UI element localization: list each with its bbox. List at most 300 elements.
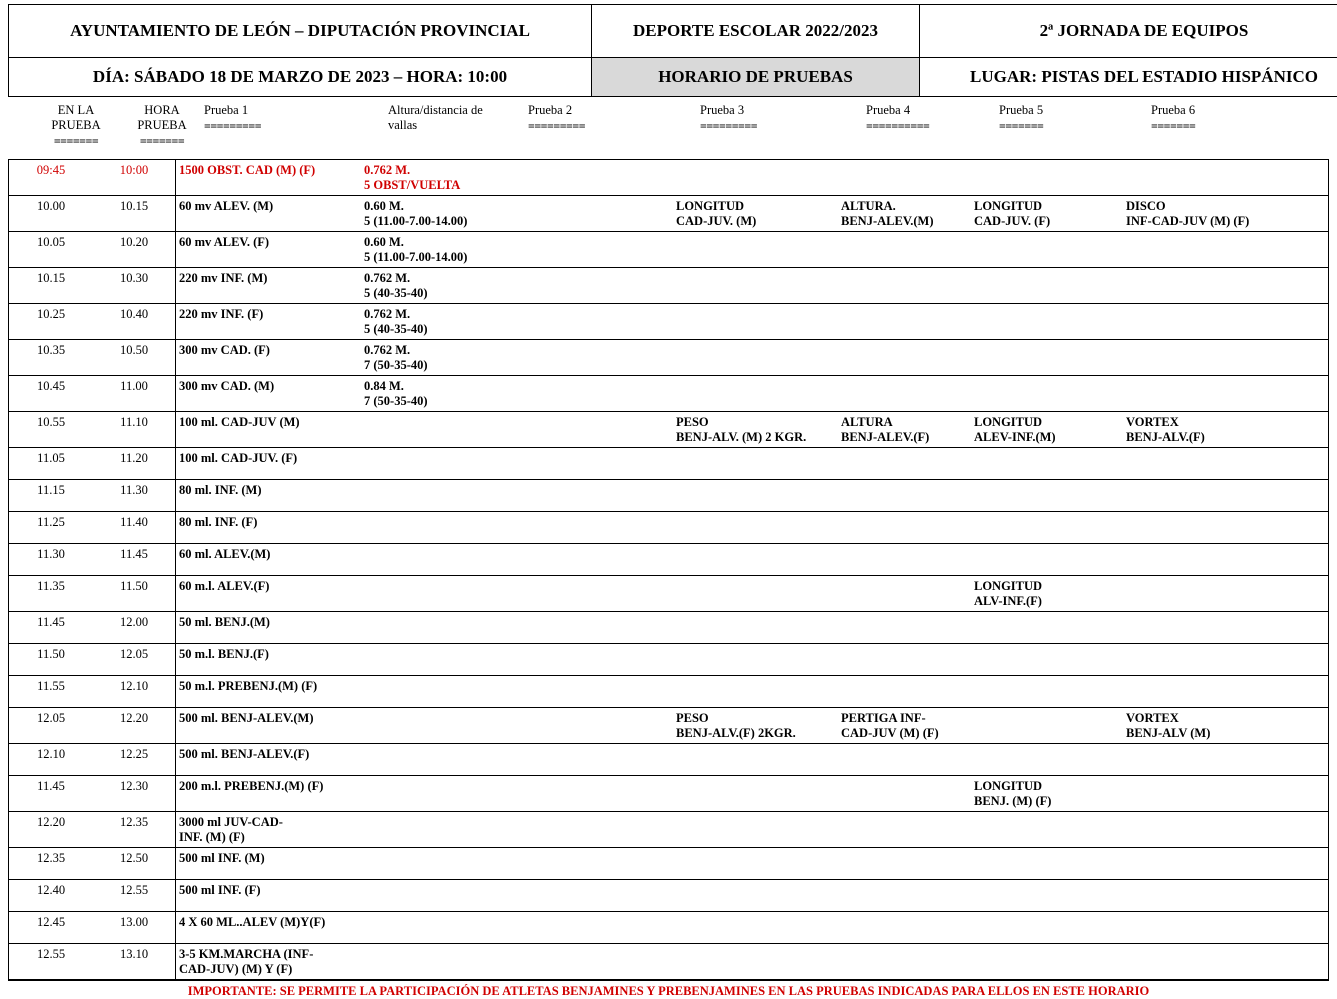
cell-prueba-2 <box>500 544 672 549</box>
cell-en-la-prueba-main: 11.15 <box>13 483 89 498</box>
cell-en-la-prueba <box>9 676 93 696</box>
cell-en-la-prueba <box>9 160 93 180</box>
cell-hora-prueba-main: 13.00 <box>97 915 171 930</box>
cell-prueba-6-sub: INF-CAD-JUV (M) (F) <box>1126 214 1324 229</box>
cell-en-la-prueba-main: 10.55 <box>13 415 89 430</box>
column-header-prueba-5: Prueba 5 ======= <box>999 103 1151 133</box>
cell-prueba-5-main: LONGITUD <box>974 199 1118 214</box>
cell-prueba-1-main: 500 ml INF. (F) <box>179 883 356 898</box>
cell-prueba-6 <box>1122 232 1328 237</box>
cell-prueba-4-sub: CAD-JUV (M) (F) <box>841 726 966 741</box>
cell-prueba-1 <box>175 340 360 360</box>
cell-prueba-1-main: 60 ml. ALEV.(M) <box>179 547 356 562</box>
cell-prueba-5 <box>970 512 1122 517</box>
cell-hora-prueba-main: 12.50 <box>97 851 171 866</box>
table-row <box>9 340 1328 376</box>
column-header-prueba-4: Prueba 4 ========== <box>866 103 999 133</box>
cell-vallas <box>360 676 500 681</box>
cell-prueba-1-main: 300 mv CAD. (M) <box>179 379 356 394</box>
cell-en-la-prueba-main: 09:45 <box>13 163 89 178</box>
cell-vallas <box>360 512 500 517</box>
table-row <box>9 412 1328 448</box>
cell-prueba-2 <box>500 412 672 417</box>
cell-hora-prueba <box>93 744 175 764</box>
cell-prueba-4-main: ALTURA <box>841 415 966 430</box>
cell-prueba-6 <box>1122 576 1328 581</box>
cell-vallas-main: 0.60 M. <box>364 199 496 214</box>
column-header-prueba-2: Prueba 2 ========= <box>528 103 700 133</box>
cell-prueba-5-sub: CAD-JUV. (F) <box>974 214 1118 229</box>
cell-prueba-1 <box>175 776 360 796</box>
cell-hora-prueba <box>93 676 175 696</box>
cell-prueba-3 <box>672 880 837 885</box>
cell-hora-prueba-main: 11.00 <box>97 379 171 394</box>
cell-prueba-5-sub: ALEV-INF.(M) <box>974 430 1118 445</box>
table-row <box>9 744 1328 776</box>
cell-prueba-2 <box>500 512 672 517</box>
cell-prueba-4 <box>837 160 970 165</box>
cell-prueba-1 <box>175 412 360 432</box>
cell-prueba-3-main: LONGITUD <box>676 199 833 214</box>
table-row <box>9 708 1328 744</box>
cell-prueba-5 <box>970 448 1122 453</box>
cell-prueba-1-main: 100 ml. CAD-JUV. (F) <box>179 451 356 466</box>
cell-hora-prueba-main: 10.50 <box>97 343 171 358</box>
cell-vallas-sub: 7 (50-35-40) <box>364 394 496 409</box>
cell-hora-prueba <box>93 708 175 728</box>
cell-prueba-2 <box>500 812 672 817</box>
cell-prueba-4 <box>837 744 970 749</box>
cell-prueba-1 <box>175 232 360 252</box>
cell-en-la-prueba <box>9 480 93 500</box>
cell-en-la-prueba <box>9 744 93 764</box>
cell-prueba-5 <box>970 340 1122 345</box>
cell-prueba-2 <box>500 196 672 201</box>
cell-prueba-4 <box>837 708 970 743</box>
cell-prueba-3-main: PESO <box>676 415 833 430</box>
cell-vallas-sub: 5 (11.00-7.00-14.00) <box>364 214 496 229</box>
cell-prueba-4 <box>837 448 970 453</box>
cell-en-la-prueba-main: 12.40 <box>13 883 89 898</box>
cell-en-la-prueba-main: 10.00 <box>13 199 89 214</box>
cell-vallas <box>360 880 500 885</box>
cell-prueba-6 <box>1122 776 1328 781</box>
cell-prueba-6-sub: BENJ-ALV.(F) <box>1126 430 1324 445</box>
cell-prueba-4 <box>837 912 970 917</box>
cell-prueba-1 <box>175 644 360 664</box>
cell-prueba-3 <box>672 448 837 453</box>
table-row <box>9 912 1328 944</box>
cell-prueba-6 <box>1122 912 1328 917</box>
cell-hora-prueba <box>93 944 175 964</box>
cell-en-la-prueba-main: 11.55 <box>13 679 89 694</box>
cell-prueba-3 <box>672 480 837 485</box>
cell-vallas <box>360 576 500 581</box>
cell-en-la-prueba <box>9 412 93 432</box>
cell-prueba-5-sub: ALV-INF.(F) <box>974 594 1118 609</box>
cell-prueba-1-main: 1500 OBST. CAD (M) (F) <box>179 163 356 178</box>
cell-vallas <box>360 304 500 339</box>
cell-vallas-main: 0.762 M. <box>364 163 496 178</box>
cell-en-la-prueba-main: 10.25 <box>13 307 89 322</box>
cell-prueba-1 <box>175 448 360 468</box>
cell-prueba-1 <box>175 676 360 696</box>
cell-en-la-prueba <box>9 576 93 596</box>
cell-prueba-5 <box>970 480 1122 485</box>
cell-prueba-6 <box>1122 340 1328 345</box>
cell-prueba-4 <box>837 612 970 617</box>
cell-hora-prueba-main: 10.15 <box>97 199 171 214</box>
cell-prueba-1-main: 3-5 KM.MARCHA (INF- <box>179 947 356 962</box>
cell-vallas <box>360 848 500 853</box>
column-divider <box>175 160 176 980</box>
cell-hora-prueba <box>93 576 175 596</box>
date-time-label: DÍA: SÁBADO 18 DE MARZO DE 2023 – HORA: 10:00 <box>9 58 592 97</box>
cell-en-la-prueba <box>9 776 93 796</box>
cell-vallas <box>360 544 500 549</box>
cell-prueba-3-sub: BENJ-ALV. (M) 2 KGR. <box>676 430 833 445</box>
cell-prueba-1-main: 220 mv INF. (F) <box>179 307 356 322</box>
cell-hora-prueba-main: 10.30 <box>97 271 171 286</box>
cell-prueba-1-main: 100 ml. CAD-JUV (M) <box>179 415 356 430</box>
table-row <box>9 612 1328 644</box>
cell-prueba-1-main: 4 X 60 ML..ALEV (M)Y(F) <box>179 915 356 930</box>
cell-prueba-1 <box>175 912 360 932</box>
cell-prueba-2 <box>500 912 672 917</box>
cell-prueba-6 <box>1122 412 1328 447</box>
cell-prueba-6 <box>1122 448 1328 453</box>
cell-en-la-prueba-main: 12.20 <box>13 815 89 830</box>
cell-en-la-prueba <box>9 912 93 932</box>
cell-en-la-prueba-main: 10.35 <box>13 343 89 358</box>
cell-prueba-2 <box>500 448 672 453</box>
cell-prueba-1-main: 3000 ml JUV-CAD- <box>179 815 356 830</box>
cell-en-la-prueba <box>9 232 93 252</box>
column-header-prueba-3: Prueba 3 ========= <box>700 103 865 133</box>
cell-hora-prueba <box>93 848 175 868</box>
cell-en-la-prueba-main: 10.05 <box>13 235 89 250</box>
cell-prueba-2 <box>500 160 672 165</box>
column-header-vallas: Altura/distancia de vallas <box>388 103 528 133</box>
cell-vallas <box>360 232 500 267</box>
cell-en-la-prueba <box>9 812 93 832</box>
cell-prueba-2 <box>500 644 672 649</box>
cell-hora-prueba-main: 10:00 <box>97 163 171 178</box>
schedule-label: HORARIO DE PRUEBAS <box>592 58 920 97</box>
cell-prueba-1-main: 300 mv CAD. (F) <box>179 343 356 358</box>
cell-hora-prueba-main: 12.55 <box>97 883 171 898</box>
cell-prueba-1 <box>175 744 360 764</box>
cell-hora-prueba <box>93 160 175 180</box>
cell-prueba-5 <box>970 412 1122 447</box>
cell-prueba-6 <box>1122 812 1328 817</box>
cell-prueba-2 <box>500 340 672 345</box>
table-row <box>9 448 1328 480</box>
cell-prueba-3-main: PESO <box>676 711 833 726</box>
cell-vallas <box>360 644 500 649</box>
cell-vallas <box>360 268 500 303</box>
cell-prueba-5 <box>970 912 1122 917</box>
cell-prueba-4 <box>837 304 970 309</box>
cell-prueba-4 <box>837 412 970 447</box>
cell-prueba-1-main: 500 ml INF. (M) <box>179 851 356 866</box>
table-row <box>9 480 1328 512</box>
cell-en-la-prueba <box>9 304 93 324</box>
table-row <box>9 376 1328 412</box>
cell-hora-prueba-main: 13.10 <box>97 947 171 962</box>
cell-prueba-2 <box>500 744 672 749</box>
cell-prueba-4 <box>837 544 970 549</box>
cell-prueba-1 <box>175 512 360 532</box>
cell-en-la-prueba <box>9 880 93 900</box>
cell-prueba-6 <box>1122 676 1328 681</box>
cell-hora-prueba-main: 11.10 <box>97 415 171 430</box>
cell-vallas <box>360 912 500 917</box>
cell-prueba-3 <box>672 268 837 273</box>
cell-prueba-1 <box>175 708 360 728</box>
cell-hora-prueba <box>93 268 175 288</box>
cell-en-la-prueba-main: 12.45 <box>13 915 89 930</box>
cell-prueba-4-sub: BENJ-ALEV.(F) <box>841 430 966 445</box>
cell-vallas-main: 0.762 M. <box>364 271 496 286</box>
jornada-title: 2ª JORNADA DE EQUIPOS <box>920 5 1337 58</box>
cell-hora-prueba <box>93 340 175 360</box>
column-headers <box>8 103 1329 159</box>
cell-prueba-6 <box>1122 480 1328 485</box>
footer-note: IMPORTANTE: SE PERMITE LA PARTICIPACIÓN DE ATLETAS BENJAMINES Y PREBENJAMINES EN LAS PRUEBAS INDICADAS PARA ELLOS EN ESTE HORARIO <box>8 980 1329 999</box>
cell-vallas <box>360 744 500 749</box>
cell-prueba-6 <box>1122 160 1328 165</box>
column-header-en-la-prueba: EN LA PRUEBA ======= <box>34 103 118 148</box>
cell-prueba-1 <box>175 196 360 216</box>
cell-prueba-5 <box>970 880 1122 885</box>
table-row <box>9 676 1328 708</box>
cell-hora-prueba-main: 12.30 <box>97 779 171 794</box>
cell-prueba-4 <box>837 340 970 345</box>
cell-prueba-3 <box>672 304 837 309</box>
cell-en-la-prueba <box>9 708 93 728</box>
cell-prueba-2 <box>500 304 672 309</box>
cell-hora-prueba-main: 10.20 <box>97 235 171 250</box>
cell-hora-prueba <box>93 376 175 396</box>
cell-prueba-1-main: 50 ml. BENJ.(M) <box>179 615 356 630</box>
cell-prueba-1-main: 60 m.l. ALEV.(F) <box>179 579 356 594</box>
cell-prueba-1 <box>175 304 360 324</box>
cell-prueba-1-sub: INF. (M) (F) <box>179 830 356 845</box>
cell-hora-prueba-main: 11.30 <box>97 483 171 498</box>
cell-prueba-6 <box>1122 612 1328 617</box>
cell-hora-prueba-main: 12.05 <box>97 647 171 662</box>
cell-prueba-4-sub: BENJ-ALEV.(M) <box>841 214 966 229</box>
event-title: DEPORTE ESCOLAR 2022/2023 <box>592 5 920 58</box>
column-header-prueba-1: Prueba 1 ========= <box>204 103 384 133</box>
cell-prueba-1-main: 500 ml. BENJ-ALEV.(F) <box>179 747 356 762</box>
cell-en-la-prueba-main: 12.05 <box>13 711 89 726</box>
cell-en-la-prueba <box>9 544 93 564</box>
cell-hora-prueba <box>93 448 175 468</box>
cell-en-la-prueba <box>9 644 93 664</box>
cell-prueba-1 <box>175 944 360 979</box>
cell-prueba-5-main: LONGITUD <box>974 579 1118 594</box>
cell-hora-prueba-main: 12.20 <box>97 711 171 726</box>
cell-prueba-5 <box>970 376 1122 381</box>
cell-en-la-prueba <box>9 944 93 964</box>
cell-prueba-4 <box>837 268 970 273</box>
cell-en-la-prueba-main: 11.50 <box>13 647 89 662</box>
cell-vallas-sub: 5 (40-35-40) <box>364 286 496 301</box>
cell-vallas-main: 0.762 M. <box>364 343 496 358</box>
cell-prueba-4 <box>837 812 970 817</box>
cell-prueba-5 <box>970 160 1122 165</box>
cell-prueba-4 <box>837 848 970 853</box>
cell-prueba-3-sub: BENJ-ALV.(F) 2KGR. <box>676 726 833 741</box>
cell-en-la-prueba-main: 11.30 <box>13 547 89 562</box>
cell-prueba-6 <box>1122 708 1328 743</box>
cell-hora-prueba-main: 12.00 <box>97 615 171 630</box>
table-row <box>9 880 1328 912</box>
cell-hora-prueba-main: 11.40 <box>97 515 171 530</box>
cell-hora-prueba-main: 11.50 <box>97 579 171 594</box>
cell-prueba-2 <box>500 612 672 617</box>
cell-vallas <box>360 776 500 781</box>
table-row <box>9 196 1328 232</box>
cell-prueba-4 <box>837 376 970 381</box>
cell-prueba-3 <box>672 412 837 447</box>
cell-vallas <box>360 612 500 617</box>
cell-prueba-3 <box>672 644 837 649</box>
table-row <box>9 812 1328 848</box>
cell-prueba-5 <box>970 644 1122 649</box>
cell-prueba-2 <box>500 880 672 885</box>
table-row <box>9 644 1328 676</box>
cell-prueba-6-sub: BENJ-ALV (M) <box>1126 726 1324 741</box>
cell-prueba-6-main: VORTEX <box>1126 415 1324 430</box>
cell-prueba-4 <box>837 880 970 885</box>
cell-prueba-5 <box>970 708 1122 713</box>
cell-hora-prueba <box>93 412 175 432</box>
cell-prueba-1 <box>175 480 360 500</box>
cell-prueba-3 <box>672 512 837 517</box>
cell-prueba-6 <box>1122 268 1328 273</box>
cell-prueba-2 <box>500 576 672 581</box>
cell-prueba-1 <box>175 544 360 564</box>
cell-prueba-3 <box>672 232 837 237</box>
cell-hora-prueba-main: 12.35 <box>97 815 171 830</box>
cell-prueba-1-main: 50 m.l. PREBENJ.(M) (F) <box>179 679 356 694</box>
cell-en-la-prueba-main: 11.35 <box>13 579 89 594</box>
cell-prueba-4 <box>837 232 970 237</box>
cell-prueba-3 <box>672 708 837 743</box>
cell-en-la-prueba <box>9 612 93 632</box>
cell-prueba-3 <box>672 376 837 381</box>
cell-prueba-4 <box>837 196 970 231</box>
cell-prueba-1 <box>175 812 360 847</box>
cell-vallas <box>360 708 500 713</box>
cell-prueba-6 <box>1122 376 1328 381</box>
cell-prueba-6-main: DISCO <box>1126 199 1324 214</box>
cell-prueba-5 <box>970 576 1122 611</box>
cell-prueba-3 <box>672 340 837 345</box>
cell-prueba-1-main: 80 ml. INF. (M) <box>179 483 356 498</box>
cell-prueba-3 <box>672 848 837 853</box>
cell-prueba-6 <box>1122 512 1328 517</box>
table-row <box>9 576 1328 612</box>
cell-vallas-sub: 5 (40-35-40) <box>364 322 496 337</box>
cell-en-la-prueba-main: 10.45 <box>13 379 89 394</box>
cell-en-la-prueba-main: 11.45 <box>13 615 89 630</box>
cell-hora-prueba-main: 10.40 <box>97 307 171 322</box>
cell-en-la-prueba-main: 11.25 <box>13 515 89 530</box>
cell-prueba-1-sub: CAD-JUV) (M) Y (F) <box>179 962 356 977</box>
cell-prueba-2 <box>500 232 672 237</box>
cell-hora-prueba <box>93 612 175 632</box>
cell-prueba-5 <box>970 812 1122 817</box>
table-row <box>9 544 1328 576</box>
cell-hora-prueba <box>93 480 175 500</box>
cell-prueba-1-main: 60 mv ALEV. (M) <box>179 199 356 214</box>
cell-en-la-prueba-main: 11.45 <box>13 779 89 794</box>
table-row <box>9 776 1328 812</box>
cell-prueba-2 <box>500 776 672 781</box>
cell-prueba-1 <box>175 160 360 180</box>
cell-prueba-4 <box>837 512 970 517</box>
cell-en-la-prueba <box>9 376 93 396</box>
table-row <box>9 160 1328 196</box>
cell-hora-prueba <box>93 544 175 564</box>
cell-prueba-3 <box>672 160 837 165</box>
cell-prueba-4-main: ALTURA. <box>841 199 966 214</box>
cell-prueba-1-main: 50 m.l. BENJ.(F) <box>179 647 356 662</box>
cell-en-la-prueba <box>9 448 93 468</box>
cell-prueba-6 <box>1122 644 1328 649</box>
cell-prueba-6 <box>1122 880 1328 885</box>
cell-hora-prueba-main: 12.10 <box>97 679 171 694</box>
cell-prueba-5-main: LONGITUD <box>974 779 1118 794</box>
cell-prueba-2 <box>500 268 672 273</box>
cell-prueba-3 <box>672 576 837 581</box>
cell-en-la-prueba-main: 10.15 <box>13 271 89 286</box>
cell-hora-prueba <box>93 644 175 664</box>
cell-hora-prueba <box>93 880 175 900</box>
cell-en-la-prueba <box>9 512 93 532</box>
cell-prueba-1-main: 500 ml. BENJ-ALEV.(M) <box>179 711 356 726</box>
organization-title: AYUNTAMIENTO DE LEÓN – DIPUTACIÓN PROVINCIAL <box>9 5 592 58</box>
cell-vallas <box>360 480 500 485</box>
cell-prueba-1-main: 60 mv ALEV. (F) <box>179 235 356 250</box>
cell-vallas-main: 0.84 M. <box>364 379 496 394</box>
cell-prueba-3 <box>672 544 837 549</box>
column-header-prueba-6: Prueba 6 ======= <box>1151 103 1329 133</box>
cell-prueba-4-main: PERTIGA INF- <box>841 711 966 726</box>
cell-prueba-1 <box>175 848 360 868</box>
document-header <box>8 4 1337 97</box>
cell-prueba-6 <box>1122 544 1328 549</box>
cell-prueba-3 <box>672 776 837 781</box>
cell-prueba-5 <box>970 232 1122 237</box>
cell-prueba-1 <box>175 268 360 288</box>
cell-en-la-prueba-main: 12.10 <box>13 747 89 762</box>
cell-en-la-prueba <box>9 268 93 288</box>
cell-hora-prueba <box>93 776 175 796</box>
cell-en-la-prueba-main: 12.55 <box>13 947 89 962</box>
table-row <box>9 232 1328 268</box>
cell-prueba-3-sub: CAD-JUV. (M) <box>676 214 833 229</box>
cell-prueba-6 <box>1122 848 1328 853</box>
place-label: LUGAR: PISTAS DEL ESTADIO HISPÁNICO <box>920 58 1337 97</box>
cell-vallas <box>360 812 500 817</box>
table-row <box>9 304 1328 340</box>
cell-prueba-1 <box>175 612 360 632</box>
